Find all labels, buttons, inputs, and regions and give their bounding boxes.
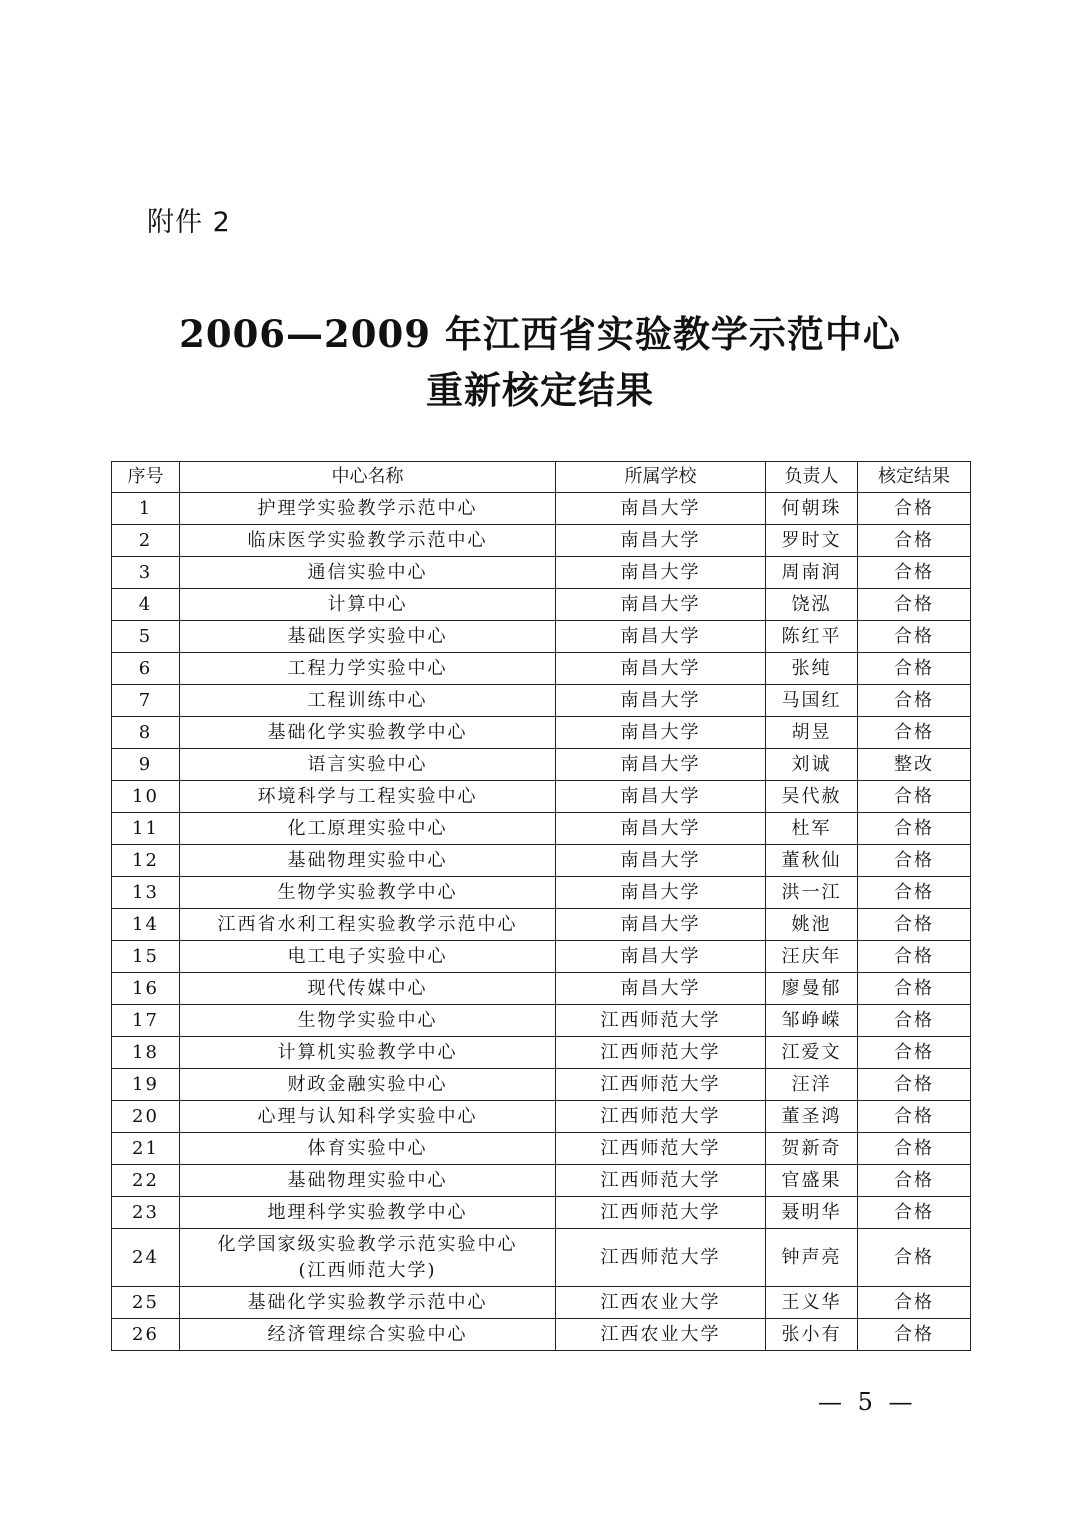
cell-school: 江西农业大学 [556,1287,766,1319]
cell-result: 合格 [858,653,971,685]
cell-leader: 董圣鸿 [766,1101,858,1133]
cell-center-name: 基础医学实验中心 [180,621,556,653]
cell-leader: 周南润 [766,557,858,589]
cell-leader: 刘诚 [766,749,858,781]
cell-center-name: 生物学实验中心 [180,1005,556,1037]
cell-school: 南昌大学 [556,621,766,653]
cell-center-name [180,1229,556,1287]
table-row [112,1101,971,1133]
cell-index: 5 [112,621,180,653]
cell-leader: 胡昱 [766,717,858,749]
cell-index: 3 [112,557,180,589]
cell-index: 25 [112,1287,180,1319]
document-title-line2: 重新核定结果 [426,368,654,412]
cell-school: 南昌大学 [556,845,766,877]
table-row [112,1229,971,1287]
header-school: 所属学校 [556,462,766,493]
cell-center-name: 江西省水利工程实验教学示范中心 [180,909,556,941]
cell-school: 南昌大学 [556,781,766,813]
cell-center-name: 心理与认知科学实验中心 [180,1101,556,1133]
cell-result: 合格 [858,1101,971,1133]
cell-leader: 汪庆年 [766,941,858,973]
table-row [112,493,971,525]
cell-school: 江西师范大学 [556,1005,766,1037]
cell-index: 11 [112,813,180,845]
cell-school: 南昌大学 [556,557,766,589]
cell-center-name: 工程训练中心 [180,685,556,717]
table-row [112,685,971,717]
cell-leader: 罗时文 [766,525,858,557]
cell-index: 12 [112,845,180,877]
cell-result: 合格 [858,813,971,845]
table-row [112,1319,971,1351]
cell-result: 整改 [858,749,971,781]
cell-school: 南昌大学 [556,909,766,941]
table-row [112,845,971,877]
cell-result: 合格 [858,685,971,717]
cell-leader: 贺新奇 [766,1133,858,1165]
cell-result: 合格 [858,845,971,877]
cell-center-name: 基础物理实验中心 [180,1165,556,1197]
cell-school: 南昌大学 [556,589,766,621]
table-row [112,749,971,781]
table-row [112,1133,971,1165]
cell-result: 合格 [858,973,971,1005]
cell-leader: 洪一江 [766,877,858,909]
table-row [112,653,971,685]
cell-index: 14 [112,909,180,941]
cell-index: 26 [112,1319,180,1351]
header-result: 核定结果 [858,462,971,493]
cell-index: 9 [112,749,180,781]
cell-center-name: 地理科学实验教学中心 [180,1197,556,1229]
cell-leader: 官盛果 [766,1165,858,1197]
cell-index: 21 [112,1133,180,1165]
cell-school: 江西师范大学 [556,1101,766,1133]
center-name-line1: 化学国家级实验教学示范实验中心 [217,1233,518,1255]
cell-result: 合格 [858,717,971,749]
cell-leader: 汪洋 [766,1069,858,1101]
cell-index: 7 [112,685,180,717]
cell-school: 南昌大学 [556,653,766,685]
cell-index: 15 [112,941,180,973]
cell-index: 1 [112,493,180,525]
cell-leader: 邹峥嵘 [766,1005,858,1037]
table-row [112,525,971,557]
table-row [112,589,971,621]
header-index: 序号 [112,462,180,493]
table-row [112,1005,971,1037]
table-row [112,973,971,1005]
cell-school: 南昌大学 [556,685,766,717]
cell-index: 4 [112,589,180,621]
cell-result: 合格 [858,877,971,909]
cell-result: 合格 [858,781,971,813]
cell-leader: 聂明华 [766,1197,858,1229]
cell-school: 南昌大学 [556,813,766,845]
cell-school: 江西农业大学 [556,1319,766,1351]
cell-center-name: 电工电子实验中心 [180,941,556,973]
table-row [112,813,971,845]
cell-center-name: 语言实验中心 [180,749,556,781]
cell-result: 合格 [858,909,971,941]
cell-school: 江西师范大学 [556,1037,766,1069]
cell-school: 南昌大学 [556,941,766,973]
cell-center-name: 基础化学实验教学示范中心 [180,1287,556,1319]
cell-result: 合格 [858,1319,971,1351]
cell-center-name: 化工原理实验中心 [180,813,556,845]
cell-leader: 董秋仙 [766,845,858,877]
table-body [112,493,971,1351]
cell-result: 合格 [858,589,971,621]
cell-center-name: 基础物理实验中心 [180,845,556,877]
cell-index: 23 [112,1197,180,1229]
cell-school: 江西师范大学 [556,1229,766,1287]
cell-leader: 何朝珠 [766,493,858,525]
cell-center-name: 环境科学与工程实验中心 [180,781,556,813]
cell-index: 20 [112,1101,180,1133]
cell-result: 合格 [858,1229,971,1287]
cell-result: 合格 [858,525,971,557]
table-row [112,877,971,909]
cell-index: 13 [112,877,180,909]
table-row [112,621,971,653]
cell-center-name: 财政金融实验中心 [180,1069,556,1101]
cell-center-name: 临床医学实验教学示范中心 [180,525,556,557]
cell-index: 18 [112,1037,180,1069]
attachment-label: 附件 2 [147,207,231,238]
cell-leader: 江爱文 [766,1037,858,1069]
page-number: — 5 — [818,1388,917,1416]
cell-result: 合格 [858,1037,971,1069]
cell-center-name: 计算中心 [180,589,556,621]
cell-result: 合格 [858,1165,971,1197]
cell-index: 10 [112,781,180,813]
cell-index: 8 [112,717,180,749]
header-center-name: 中心名称 [180,462,556,493]
center-name-line2: (江西师范大学) [298,1259,437,1281]
cell-center-name: 工程力学实验中心 [180,653,556,685]
cell-leader: 钟声亮 [766,1229,858,1287]
cell-leader: 杜军 [766,813,858,845]
cell-school: 南昌大学 [556,749,766,781]
cell-center-name: 计算机实验教学中心 [180,1037,556,1069]
table-row [112,909,971,941]
cell-result: 合格 [858,1069,971,1101]
table-header-row [112,462,971,493]
cell-leader: 姚池 [766,909,858,941]
cell-school: 江西师范大学 [556,1069,766,1101]
results-table [111,461,971,1351]
cell-center-name: 生物学实验教学中心 [180,877,556,909]
cell-center-name: 现代传媒中心 [180,973,556,1005]
cell-center-name: 经济管理综合实验中心 [180,1319,556,1351]
cell-result: 合格 [858,941,971,973]
cell-leader: 廖曼郁 [766,973,858,1005]
cell-result: 合格 [858,493,971,525]
cell-leader: 王义华 [766,1287,858,1319]
cell-center-name: 基础化学实验教学中心 [180,717,556,749]
cell-result: 合格 [858,621,971,653]
cell-center-name: 体育实验中心 [180,1133,556,1165]
table-row [112,1069,971,1101]
table-row [112,941,971,973]
cell-school: 南昌大学 [556,525,766,557]
cell-index: 22 [112,1165,180,1197]
cell-leader: 陈红平 [766,621,858,653]
table-row [112,1165,971,1197]
cell-result: 合格 [858,1005,971,1037]
cell-result: 合格 [858,1133,971,1165]
table-row [112,1287,971,1319]
document-title-line1: 2006—2009 年江西省实验教学示范中心 [179,312,901,356]
cell-school: 南昌大学 [556,877,766,909]
cell-center-name: 护理学实验教学示范中心 [180,493,556,525]
cell-school: 南昌大学 [556,973,766,1005]
cell-school: 江西师范大学 [556,1165,766,1197]
cell-center-name: 通信实验中心 [180,557,556,589]
cell-school: 江西师范大学 [556,1197,766,1229]
cell-result: 合格 [858,557,971,589]
cell-leader: 张小有 [766,1319,858,1351]
cell-index: 16 [112,973,180,1005]
header-leader: 负责人 [766,462,858,493]
cell-school: 南昌大学 [556,493,766,525]
cell-index: 6 [112,653,180,685]
cell-school: 江西师范大学 [556,1133,766,1165]
cell-school: 南昌大学 [556,717,766,749]
table-row [112,781,971,813]
cell-leader: 马国红 [766,685,858,717]
cell-leader: 饶泓 [766,589,858,621]
cell-result: 合格 [858,1287,971,1319]
cell-index: 2 [112,525,180,557]
cell-index: 24 [112,1229,180,1287]
cell-index: 19 [112,1069,180,1101]
cell-index: 17 [112,1005,180,1037]
table-row [112,557,971,589]
table-row [112,1197,971,1229]
table-row [112,717,971,749]
cell-leader: 张纯 [766,653,858,685]
cell-result: 合格 [858,1197,971,1229]
cell-leader: 吴代赦 [766,781,858,813]
table-row [112,1037,971,1069]
